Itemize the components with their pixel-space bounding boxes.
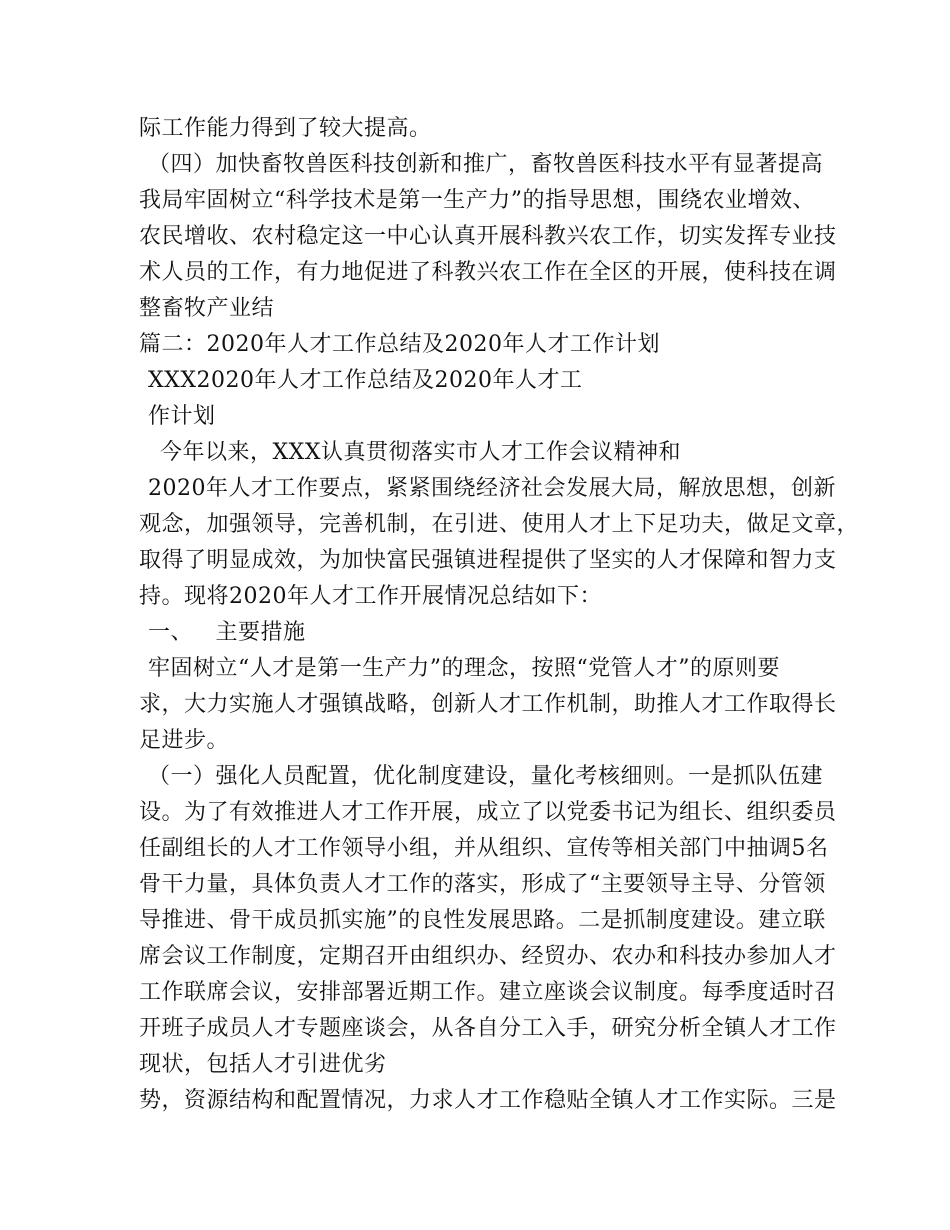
- text-line: 导推进、骨干成员抓实施”的良性发展思路。二是抓制度建设。建立联: [139, 908, 826, 933]
- text-line: 现状，包括人才引进优劣: [139, 1052, 387, 1077]
- text-line: 设。为了有效推进人才工作开展，成立了以党委书记为组长、组织委员: [139, 800, 837, 825]
- text-line: 席会议工作制度，定期召开由组织办、经贸办、农办和科技办参加人才: [139, 944, 837, 969]
- document-title: 作计划: [148, 404, 216, 429]
- text-line: 2020年人才工作要点，紧紧围绕经济社会发展大局，解放思想，创新: [148, 476, 836, 501]
- text-line: 取得了明显成效，为加快富民强镇进程提供了坚实的人才保障和智力支: [139, 548, 837, 573]
- section-heading: 篇二：2020年人才工作总结及2020年人才工作计划: [139, 332, 660, 357]
- text-line: 开班子成员人才专题座谈会，从各自分工入手，研究分析全镇人才工作: [139, 1016, 837, 1041]
- text-line: （四）加快畜牧兽医科技创新和推广，畜牧兽医科技水平有显著提高: [148, 152, 824, 177]
- text-line: 今年以来，XXX认真贯彻落实市人才工作会议精神和: [160, 440, 681, 465]
- section-heading: 一、 主要措施: [148, 620, 306, 645]
- text-line: 术人员的工作，有力地促进了科教兴农工作在全区的开展，使科技在调: [139, 260, 837, 285]
- text-line: 工作联席会议，安排部署近期工作。建立座谈会议制度。每季度适时召: [139, 980, 837, 1005]
- text-line: 我局牢固树立“科学技术是第一生产力”的指导思想，围绕农业增效、: [139, 188, 815, 213]
- text-line: 任副组长的人才工作领导小组，并从组织、宣传等相关部门中抽调5名: [139, 836, 829, 861]
- text-line: 求，大力实施人才强镇战略，创新人才工作机制，助推人才工作取得长: [139, 692, 837, 717]
- text-line: 农民增收、农村稳定这一中心认真开展科教兴农工作，切实发挥专业技: [139, 224, 837, 249]
- text-line: 观念，加强领导，完善机制，在引进、使用人才上下足功夫，做足文章，: [139, 512, 860, 537]
- text-line: 牢固树立“人才是第一生产力”的理念，按照“党管人才”的原则要: [148, 656, 780, 681]
- text-line: 骨干力量，具体负责人才工作的落实，形成了“主要领导主导、分管领: [139, 872, 826, 897]
- text-line: （一）强化人员配置，优化制度建设，量化考核细则。一是抓队伍建: [148, 764, 824, 789]
- document-title: XXX2020年人才工作总结及2020年人才工: [148, 368, 583, 393]
- text-line: 足进步。: [139, 728, 230, 753]
- text-line: 整畜牧产业结: [139, 296, 275, 321]
- text-line: 际工作能力得到了较大提高。: [139, 116, 432, 141]
- text-line: 势，资源结构和配置情况，力求人才工作稳贴全镇人才工作实际。三是: [139, 1088, 837, 1113]
- text-line: 持。现将2020年人才工作开展情况总结如下：: [139, 584, 602, 609]
